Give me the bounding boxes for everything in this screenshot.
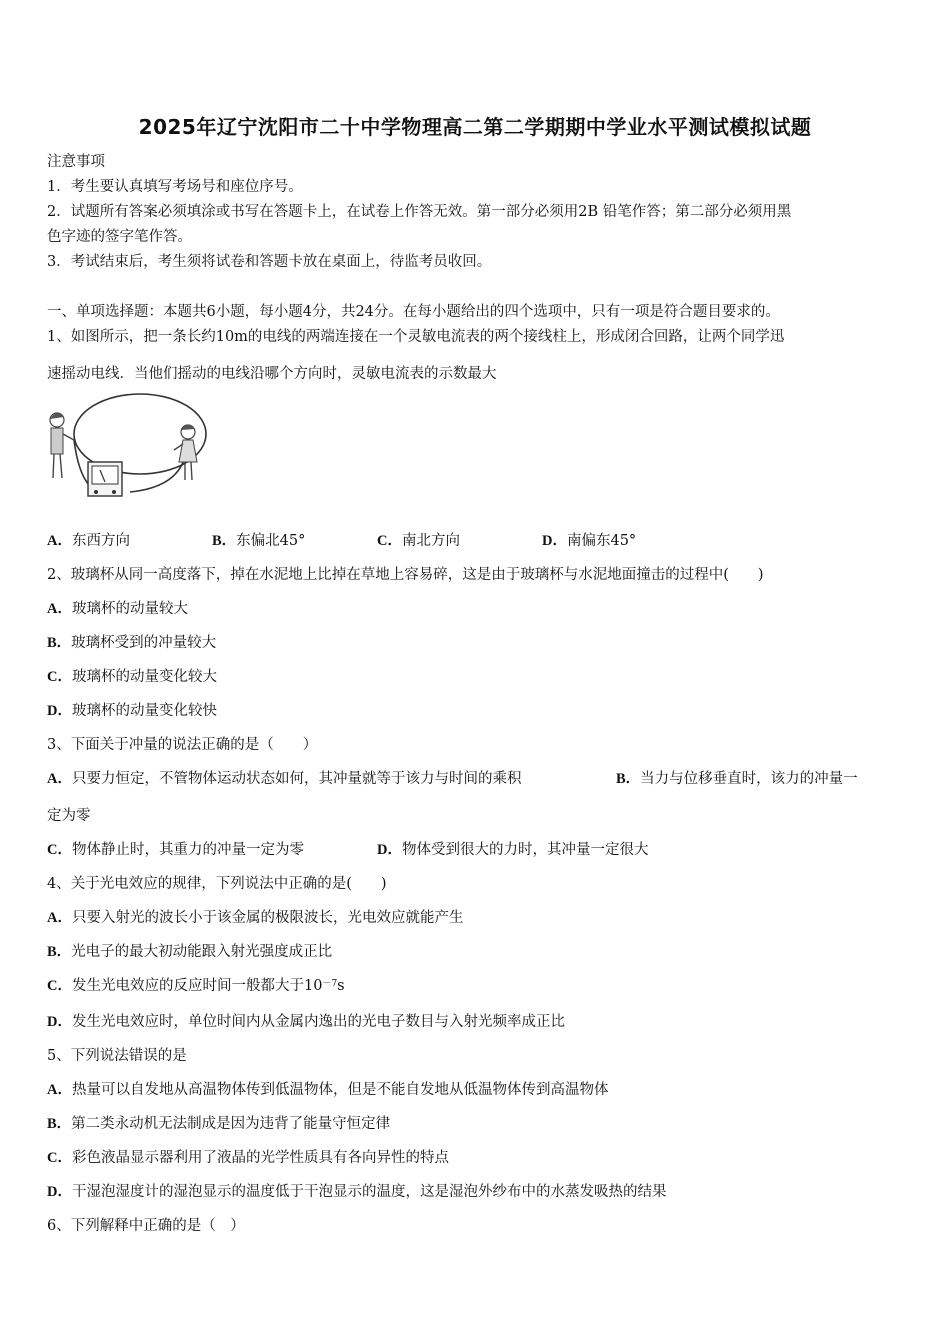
q2-option-d: D．玻璃杯的动量变化较快 bbox=[47, 703, 217, 719]
q2-stem: 2、玻璃杯从同一高度落下，掉在水泥地上比掉在草地上容易碎，这是由于玻璃杯与水泥地面撞击的过程中( ) bbox=[47, 567, 764, 583]
q4-option-b: B．光电子的最大初动能跟入射光强度成正比 bbox=[47, 944, 333, 960]
q5-option-b: B．第二类永动机无法制成是因为违背了能量守恒定律 bbox=[47, 1116, 391, 1132]
q2-option-c: C．玻璃杯的动量变化较大 bbox=[47, 669, 217, 685]
q1-option-c: C．南北方向 bbox=[377, 533, 460, 549]
q4-option-a: A．只要入射光的波长小于该金属的极限波长，光电效应就能产生 bbox=[47, 910, 464, 926]
q1-option-b: B．东偏北45° bbox=[212, 533, 306, 549]
q1-figure-wire-galvanometer bbox=[40, 392, 220, 510]
page-title: 2025年辽宁沈阳市二十中学物理高二第二学期期中学业水平测试模拟试题 bbox=[138, 115, 812, 139]
q4-option-c: C．发生光电效应的反应时间一般都大于$10^{-7}s$ bbox=[47, 978, 345, 994]
notice-item-1: 1．考生要认真填写考场号和座位序号。 bbox=[47, 179, 303, 195]
q3-option-b-cont: 定为零 bbox=[47, 808, 91, 824]
q2-option-a: A．玻璃杯的动量较大 bbox=[47, 601, 188, 617]
q3-stem: 3、下面关于冲量的说法正确的是（ ） bbox=[47, 737, 318, 753]
q4-option-d: D．发生光电效应时，单位时间内从金属内逸出的光电子数目与入射光频率成正比 bbox=[47, 1014, 565, 1030]
q2-option-b: B．玻璃杯受到的冲量较大 bbox=[47, 635, 217, 651]
q6-stem: 6、下列解释中正确的是（ ） bbox=[47, 1218, 245, 1234]
q1-stem-line2: 速摇动电线．当他们摇动的电线沿哪个方向时，灵敏电流表的示数最大 bbox=[47, 366, 497, 382]
q1-option-d: D．南偏东45° bbox=[542, 533, 637, 549]
q5-option-c: C．彩色液晶显示器利用了液晶的光学性质具有各向异性的特点 bbox=[47, 1150, 449, 1166]
q4-stem: 4、关于光电效应的规律，下列说法中正确的是( ) bbox=[47, 876, 387, 892]
notice-item-2: 2．试题所有答案必须填涂或书写在答题卡上，在试卷上作答无效。第一部分必须用2B 铅笔作答；第二部分必须用黑 bbox=[47, 204, 792, 220]
q3-option-b: B．当力与位移垂直时，该力的冲量一 bbox=[616, 771, 858, 787]
notice-item-3: 3．考试结束后，考生须将试卷和答题卡放在桌面上，待监考员收回。 bbox=[47, 254, 492, 270]
notice-heading: 注意事项 bbox=[47, 154, 105, 170]
q1-stem-line1: 1、如图所示，把一条长约10m的电线的两端连接在一个灵敏电流表的两个接线柱上，形成闭合回路，让两个同学迅 bbox=[47, 329, 785, 345]
q5-option-d: D．干湿泡湿度计的湿泡显示的温度低于干泡显示的温度，这是湿泡外纱布中的水蒸发吸热的结果 bbox=[47, 1184, 667, 1200]
q3-option-d: D．物体受到很大的力时，其冲量一定很大 bbox=[377, 842, 649, 858]
q1-option-a: A．东西方向 bbox=[47, 533, 130, 549]
q3-option-c: C．物体静止时，其重力的冲量一定为零 bbox=[47, 842, 304, 858]
q5-option-a: A．热量可以自发地从高温物体传到低温物体，但是不能自发地从低温物体传到高温物体 bbox=[47, 1082, 609, 1098]
notice-item-2-cont: 色字迹的签字笔作答。 bbox=[47, 229, 192, 245]
exponent: －7 bbox=[322, 979, 338, 989]
q3-option-a: A．只要力恒定，不管物体运动状态如何，其冲量就等于该力与时间的乘积 bbox=[47, 771, 522, 787]
q5-stem: 5、下列说法错误的是 bbox=[47, 1048, 187, 1064]
section-heading: 一、单项选择题：本题共6小题，每小题4分，共24分。在每小题给出的四个选项中，只有一项是符合题目要求的。 bbox=[47, 304, 780, 320]
